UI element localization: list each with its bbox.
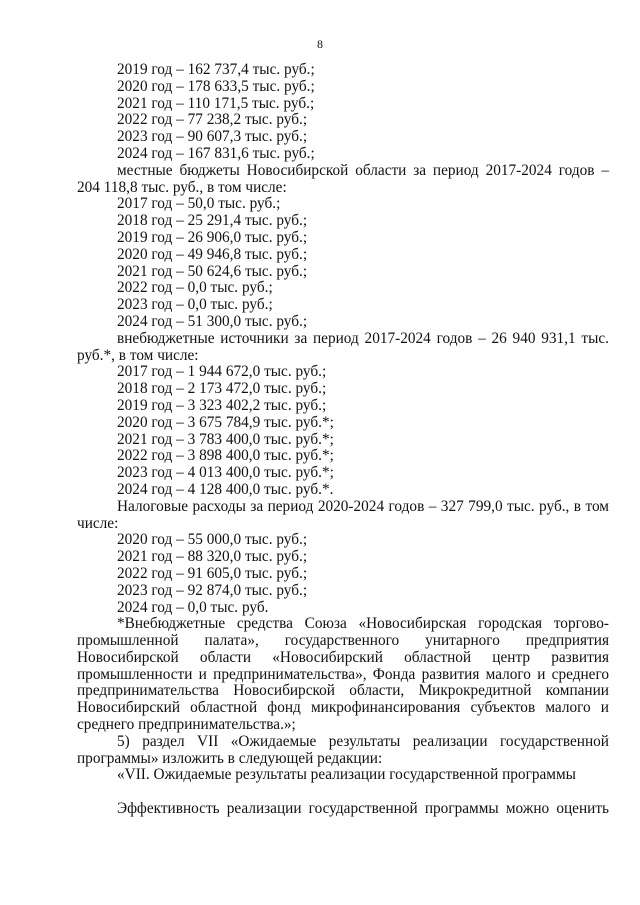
budget-year-line: 2017 год – 1 944 672,0 тыс. руб.; — [117, 363, 327, 381]
budget-year-line: 2024 год – 167 831,6 тыс. руб.; — [117, 144, 315, 162]
local-budgets-paragraph: местные бюджеты Новосибирской области за период 2017-2024 годов – 204 118,8 тыс. руб., в том числе: — [77, 161, 609, 196]
budget-year-line: 2019 год – 162 737,4 тыс. руб.; — [117, 61, 315, 78]
section-heading: «VII. Ожидаемые результаты реализации государственной программы — [117, 766, 576, 784]
budget-year-line: 2022 год – 3 898 400,0 тыс. руб.*; — [117, 447, 334, 465]
budget-year-line: 2017 год – 50,0 тыс. руб.; — [117, 195, 281, 213]
budget-year-line: 2024 год – 51 300,0 тыс. руб.; — [117, 312, 308, 330]
budget-year-line: 2023 год – 0,0 тыс. руб.; — [117, 296, 273, 314]
budget-year-line: 2020 год – 178 633,5 тыс. руб.; — [117, 77, 315, 95]
budget-year-line: 2022 год – 77 238,2 тыс. руб.; — [117, 111, 308, 129]
budget-year-line: 2020 год – 49 946,8 тыс. руб.; — [117, 245, 308, 263]
document-body — [77, 62, 609, 818]
section-amendment-paragraph: 5) раздел VII «Ожидаемые результаты реализации государственной программы» изложить в следующей редакции: — [77, 732, 609, 767]
budget-year-line: 2018 год – 25 291,4 тыс. руб.; — [117, 212, 308, 230]
closing-paragraph: Эффективность реализации государственной программы можно оценить — [117, 800, 609, 818]
budget-year-line: 2020 год – 55 000,0 тыс. руб.; — [117, 531, 308, 549]
budget-year-line: 2021 год – 50 624,6 тыс. руб.; — [117, 262, 308, 280]
tax-expenditure-years-list — [77, 532, 609, 616]
budget-year-line: 2019 год – 3 323 402,2 тыс. руб.; — [117, 396, 327, 414]
tax-expenditures-paragraph: Налоговые расходы за период 2020-2024 годов – 327 799,0 тыс. руб., в том числе: — [77, 497, 609, 532]
budget-year-line: 2020 год – 3 675 784,9 тыс. руб.*; — [117, 413, 334, 431]
budget-year-line: 2023 год – 92 874,0 тыс. руб.; — [117, 581, 308, 599]
budget-year-line: 2021 год – 110 171,5 тыс. руб.; — [117, 94, 315, 112]
budget-year-line: 2019 год – 26 906,0 тыс. руб.; — [117, 228, 308, 246]
page-number: 8 — [317, 37, 323, 51]
footnote-paragraph: *Внебюджетные средства Союза «Новосибирская городская торгово-промышленной палата», государственного унитарного предприятия Новосибирской области «Новосибирский областной центр развития промышленности и предпринимательства», Фонда развития малого и среднего предпринимательства Новосибирской области, Микрокредитной компании Новосибирский областной фонд микрофинансирования субъектов малого и среднего предпринимательства.»; — [77, 615, 609, 734]
budget-year-line: 2023 год – 90 607,3 тыс. руб.; — [117, 128, 308, 146]
extrabudgetary-years-list — [77, 364, 609, 498]
budget-year-line: 2022 год – 0,0 тыс. руб.; — [117, 279, 273, 297]
budget-year-line: 2021 год – 88 320,0 тыс. руб.; — [117, 548, 308, 566]
budget-year-line: 2021 год – 3 783 400,0 тыс. руб.*; — [117, 430, 334, 448]
budget-year-line: 2023 год – 4 013 400,0 тыс. руб.*; — [117, 464, 334, 482]
extrabudgetary-paragraph: внебюджетные источники за период 2017-2024 годов – 26 940 931,1 тыс. руб.*, в том числе: — [77, 329, 609, 364]
spacer — [77, 784, 609, 801]
budget-year-line: 2024 год – 0,0 тыс. руб. — [117, 598, 269, 616]
regional-budget-years-list — [77, 62, 609, 163]
budget-year-line: 2022 год – 91 605,0 тыс. руб.; — [117, 564, 308, 582]
budget-year-line: 2018 год – 2 173 472,0 тыс. руб.; — [117, 380, 327, 398]
local-budget-years-list — [77, 196, 609, 330]
budget-year-line: 2024 год – 4 128 400,0 тыс. руб.*. — [117, 480, 334, 498]
